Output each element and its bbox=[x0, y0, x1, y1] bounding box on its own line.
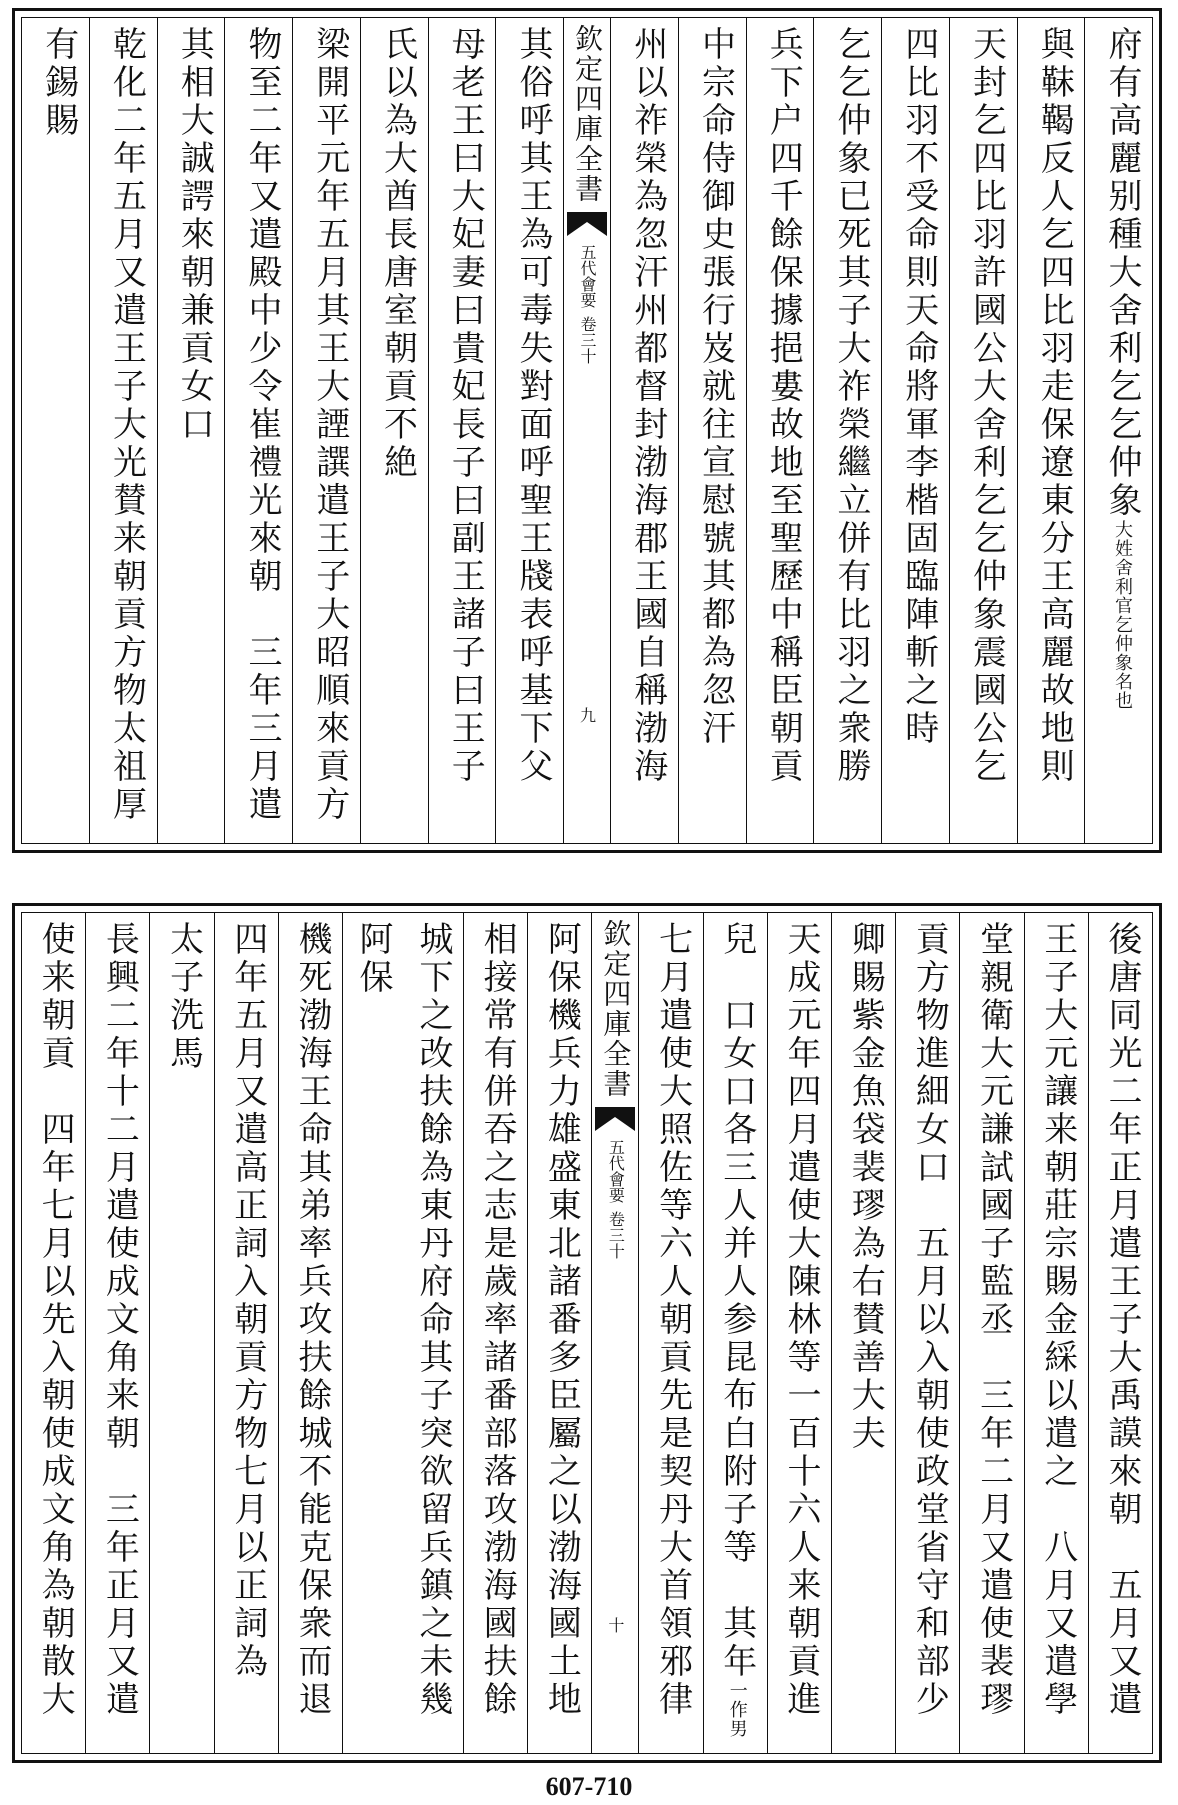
text-column: 機死渤海王命其弟率兵攻扶餘城不能克保衆而退 bbox=[278, 913, 342, 1753]
gutter-volume: 卷三十 bbox=[606, 1211, 626, 1259]
gutter-book: 五代會要 bbox=[578, 244, 597, 308]
text-column: 四比羽不受命則天命將軍李楷固臨陣斬之時 bbox=[881, 18, 949, 843]
text-column: 阿保機兵力雄盛東北諸番多臣屬之以渤海國土地 bbox=[527, 913, 591, 1753]
inline-note: 一作男 bbox=[726, 1681, 748, 1738]
text-column: 使来朝貢 四年七月以先入朝使成文角為朝散大 bbox=[35, 921, 76, 1719]
text-column: 城下之改扶餘為東丹府命其子突欲留兵鎮之未幾阿保 bbox=[342, 913, 463, 1753]
gutter-title: 欽定四庫全書 bbox=[571, 24, 604, 204]
text-column: 貢方物進細女口 五月以入朝使政堂省守和部少 bbox=[895, 913, 959, 1753]
bottom-page bbox=[12, 903, 1162, 1763]
top-page bbox=[12, 8, 1162, 853]
gutter-volume: 卷三十 bbox=[578, 316, 597, 364]
text-column: 乞乞仲象已死其子大祚榮繼立併有比羽之衆勝 bbox=[813, 18, 881, 843]
text-column: 長興二年十二月遣使成文角来朝 三年正月又遣 bbox=[85, 913, 149, 1753]
text-column: 物至二年又遣殿中少令崔禮光來朝 三年三月遣 bbox=[224, 18, 292, 843]
text-column: 與靺鞨反人乞四比羽走保遼東分王高麗故地則 bbox=[1017, 18, 1085, 843]
page-code: 607-710 bbox=[545, 1772, 633, 1801]
gutter-page-number: 十 bbox=[605, 1617, 625, 1633]
text-column: 氏以為大酋長唐室朝貢不絶 bbox=[360, 18, 428, 843]
inline-note: 大姓舍利官乞仲象名也 bbox=[1112, 520, 1133, 710]
text-column: 堂親衛大元謙試國子監丞 三年二月又遣使裴璆 bbox=[959, 913, 1023, 1753]
text-column: 其相大誠諤來朝兼貢女口 bbox=[157, 18, 225, 843]
fishtail-mark-icon bbox=[595, 1107, 635, 1131]
text-column: 卿賜紫金魚袋裴璆為右賛善大夫 bbox=[831, 913, 895, 1753]
gutter-page-number: 九 bbox=[577, 707, 597, 723]
bottom-columns bbox=[21, 912, 1153, 1754]
text-column: 中宗命侍御史張行岌就往宣慰號其都為忽汗 bbox=[678, 18, 746, 843]
column-text: 兒 口女口各三人并人参昆布白附子等 其年 bbox=[716, 921, 757, 1681]
top-columns bbox=[21, 17, 1153, 844]
text-column: 梁開平元年五月其王大諲譔遣王子大昭順來貢方 bbox=[292, 18, 360, 843]
column-text: 府有高麗别種大舍利乞乞仲象 bbox=[1102, 26, 1142, 520]
text-column bbox=[703, 913, 767, 1753]
text-column: 州以祚榮為忽汗州都督封渤海郡王國自稱渤海 bbox=[610, 18, 678, 843]
text-column: 王子大元讓来朝莊宗賜金綵以遣之 八月又遣學 bbox=[1024, 913, 1088, 1753]
text-column: 七月遣使大照佐等六人朝貢先是契丹大首領邪律 bbox=[638, 913, 702, 1753]
text-column: 有錫賜 bbox=[38, 26, 79, 140]
text-column: 相接常有併吞之志是歲率諸番部落攻渤海國扶餘 bbox=[463, 913, 527, 1753]
text-column: 兵下户四千餘保據挹婁故地至聖歷中稱臣朝貢 bbox=[746, 18, 814, 843]
text-column: 母老王曰大妃妻曰貴妃長子曰副王諸子曰王子 bbox=[428, 18, 496, 843]
gutter-title: 欽定四庫全書 bbox=[599, 919, 633, 1099]
text-column: 四年五月又遣高正詞入朝貢方物七月以正詞為 bbox=[214, 913, 278, 1753]
text-column: 其俗呼其王為可毒失對面呼聖王牋表呼基下父 bbox=[495, 18, 563, 843]
page-gutter bbox=[591, 913, 638, 1753]
text-column: 乾化二年五月又遣王子大光賛来朝貢方物太祖厚 bbox=[89, 18, 157, 843]
text-column: 後唐同光二年正月遣王子大禹謨來朝 五月又遣 bbox=[1088, 913, 1152, 1753]
fishtail-mark-icon bbox=[567, 212, 607, 236]
page-gutter bbox=[563, 18, 610, 843]
gutter-book: 五代會要 bbox=[606, 1139, 626, 1203]
text-column: 太子洗馬 bbox=[149, 913, 213, 1753]
text-column bbox=[1084, 18, 1152, 843]
text-column: 天封乞四比羽許國公大舍利乞乞仲象震國公乞 bbox=[949, 18, 1017, 843]
text-column: 天成元年四月遣使大陳林等一百十六人来朝貢進 bbox=[767, 913, 831, 1753]
